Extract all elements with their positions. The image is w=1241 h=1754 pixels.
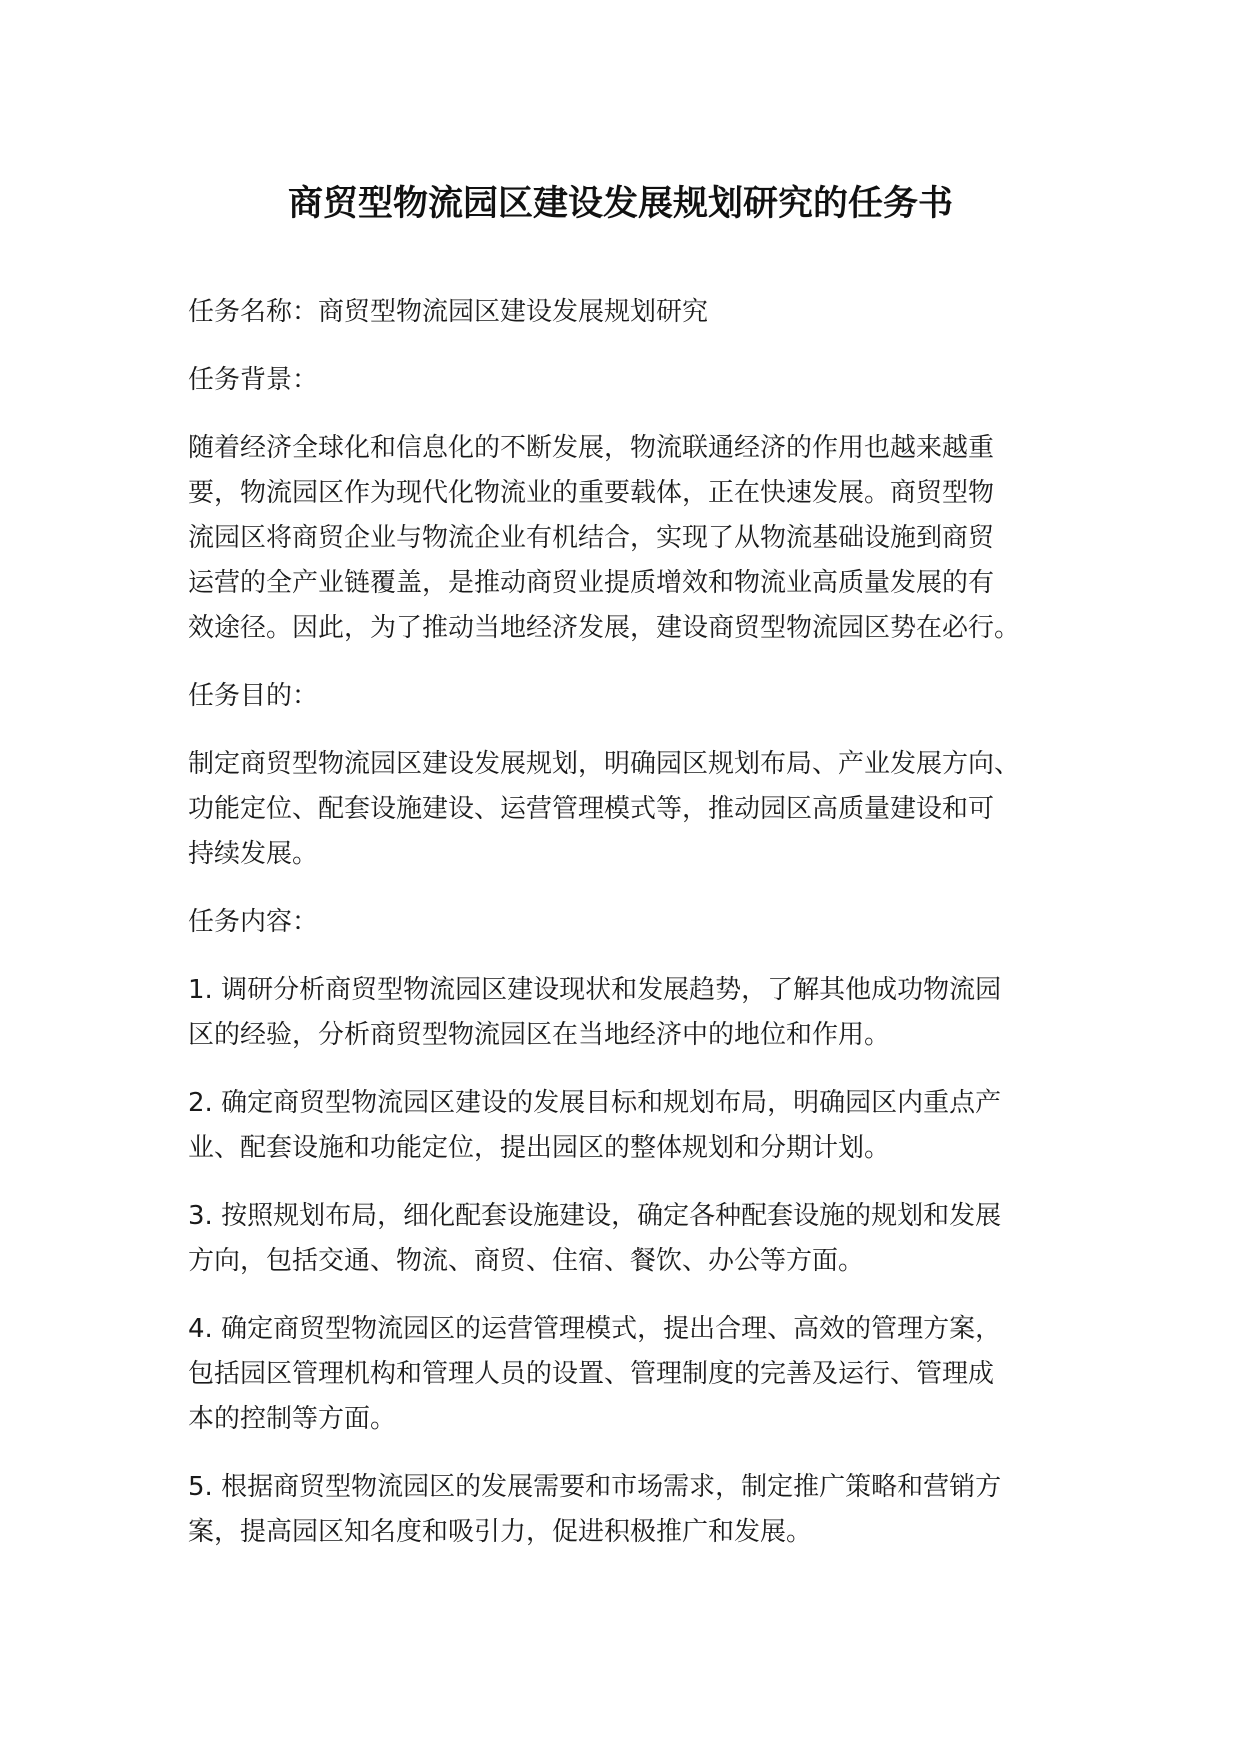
list-item: 5. 根据商贸型物流园区的发展需要和市场需求，制定推广策略和营销方 案，提高园区知名度和吸引力，促进积极推广和发展。 xyxy=(188,1472,1002,1547)
background-text: 随着经济全球化和信息化的不断发展，物流联通经济的作用也越来越重 要，物流园区作为现代化物流业的重要载体，正在快速发展。商贸型物 流园区将商贸企业与物流企业有机结合，实现了从物流基础设施到商贸 运营的全产业链覆盖，是推动商贸业提质增效和物流业高质量发展的有 效途径。因此，为了推动当地经济发展，建设商贸型物流园区势在必行。 xyxy=(188,433,1021,643)
background-label: 任务背景： xyxy=(188,365,319,395)
document-body xyxy=(188,290,1068,1578)
content-label: 任务内容： xyxy=(188,907,319,937)
document-title: 商贸型物流园区建设发展规划研究的任务书 xyxy=(287,184,953,224)
purpose-label: 任务目的： xyxy=(188,681,319,711)
list-item: 4. 确定商贸型物流园区的运营管理模式，提出合理、高效的管理方案， 包括园区管理机构和管理人员的设置、管理制度的完善及运行、管理成 本的控制等方面。 xyxy=(188,1314,1002,1434)
list-item: 2. 确定商贸型物流园区建设的发展目标和规划布局，明确园区内重点产 业、配套设施和功能定位，提出园区的整体规划和分期计划。 xyxy=(188,1088,1002,1163)
list-item: 3. 按照规划布局，细化配套设施建设，确定各种配套设施的规划和发展 方向，包括交通、物流、商贸、住宿、餐饮、办公等方面。 xyxy=(188,1201,1002,1276)
list-item: 1. 调研分析商贸型物流园区建设现状和发展趋势，了解其他成功物流园 区的经验，分析商贸型物流园区在当地经济中的地位和作用。 xyxy=(188,975,1002,1050)
purpose-text: 制定商贸型物流园区建设发展规划，明确园区规划布局、产业发展方向、 功能定位、配套设施建设、运营管理模式等，推动园区高质量建设和可 持续发展。 xyxy=(188,749,1021,869)
task-name: 任务名称：商贸型物流园区建设发展规划研究 xyxy=(188,297,709,327)
content-list xyxy=(188,968,1068,1555)
